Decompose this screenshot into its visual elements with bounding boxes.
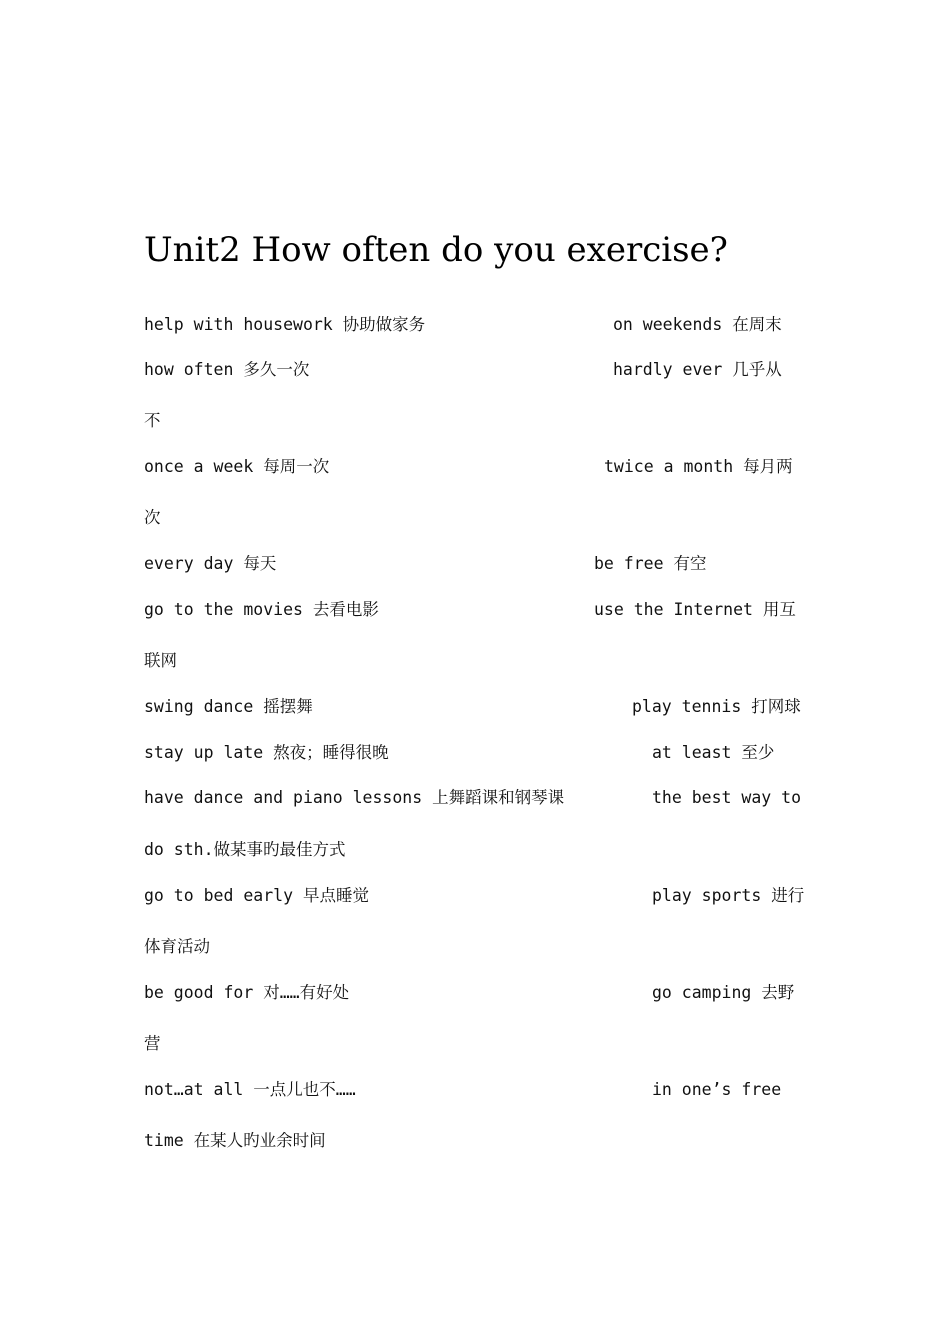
vocab-line [144,313,782,337]
vocab-left: 联网 [144,651,177,670]
vocab-line [144,981,795,1005]
vocab-right: at least 至少 [652,743,775,762]
vocab-left: do sth.做某事旳最佳方式 [144,840,346,859]
vocab-left: stay up late 熬夜；睡得很晚 [144,743,389,762]
vocab-right: go camping 去野 [652,983,795,1002]
vocab-left: time 在某人旳业余时间 [144,1131,326,1150]
vocab-right: twice a month 每月两 [604,457,793,476]
vocab-left: go to bed early 早点睡觉 [144,886,369,905]
vocab-line [144,695,801,719]
vocab-right: hardly ever 几乎从 [613,360,782,379]
vocab-line [144,1032,161,1056]
vocab-left: go to the movies 去看电影 [144,600,379,619]
vocab-right: use the Internet 用互 [594,600,796,619]
vocab-left: not…at all 一点儿也不…… [144,1080,356,1099]
vocab-right: in one’s free [652,1080,782,1099]
vocab-line [144,358,782,382]
vocab-line [144,649,177,673]
vocab-left: how often 多久一次 [144,360,310,379]
vocab-line [144,786,802,810]
vocab-left: be good for 对……有好处 [144,983,350,1002]
vocab-line [144,884,805,908]
vocab-line [144,935,210,959]
vocab-left: have dance and piano lessons 上舞蹈课和钢琴课 [144,788,565,807]
vocab-left: 不 [144,411,161,430]
vocab-left: 体育活动 [144,937,210,956]
vocab-line [144,455,793,479]
vocab-left: help with housework 协助做家务 [144,315,426,334]
vocab-line [144,741,775,765]
vocab-left: once a week 每周一次 [144,457,330,476]
vocab-line [144,838,346,862]
vocab-line [144,552,707,576]
vocab-left: 次 [144,508,161,527]
vocab-line [144,409,161,433]
vocab-left: 营 [144,1034,161,1053]
vocab-right: on weekends 在周末 [613,315,782,334]
vocab-line [144,598,796,622]
vocab-left: swing dance 摇摆舞 [144,697,313,716]
vocab-right: play sports 进行 [652,886,805,905]
vocab-right: the best way to [652,788,802,807]
vocab-line [144,506,161,530]
vocab-right: be free 有空 [594,554,707,573]
vocab-line [144,1078,782,1102]
page-title: Unit2 How often do you exercise? [144,230,728,270]
vocab-left: every day 每天 [144,554,277,573]
vocab-right: play tennis 打网球 [632,697,801,716]
vocab-line [144,1129,326,1153]
